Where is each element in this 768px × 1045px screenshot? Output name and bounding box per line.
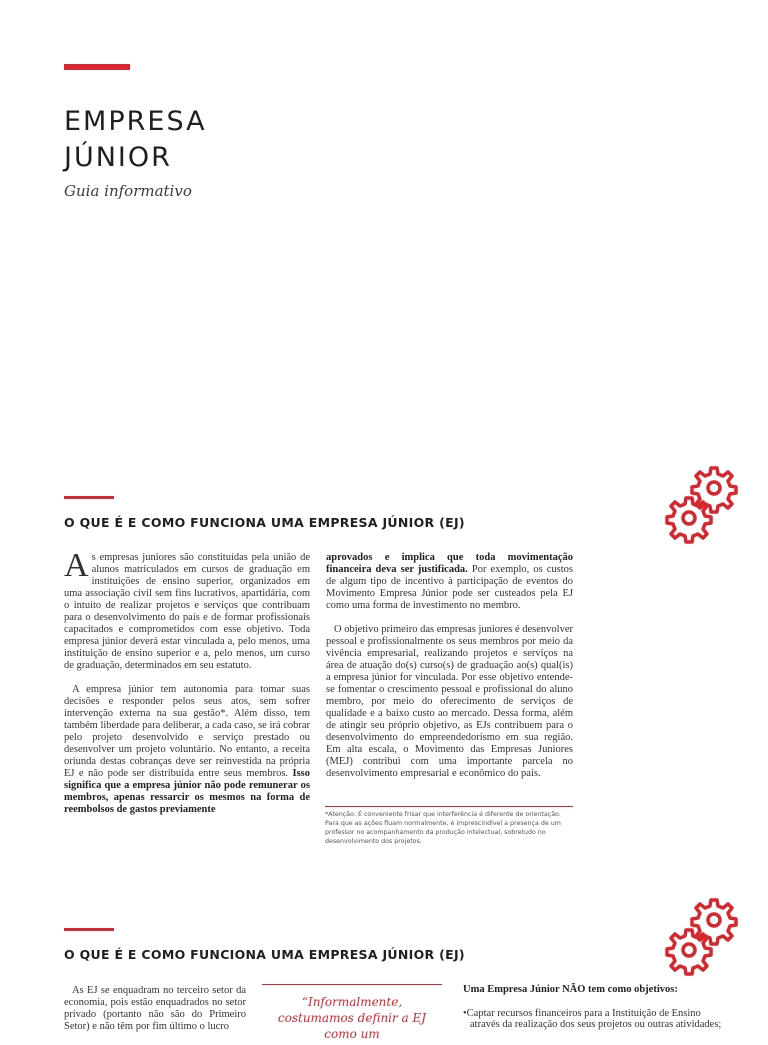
objective-bullet-1-continuation: através da realização dos seus projetos ou outras atividades; <box>470 1019 722 1030</box>
title-accent-bar <box>64 64 130 70</box>
section1-paragraph-3 <box>326 552 573 612</box>
quote-divider <box>262 984 442 985</box>
objective-bullet-1: •Captar recursos financeiros para a Instituição de Ensino <box>463 1008 701 1019</box>
section1-accent-bar <box>64 496 114 499</box>
section1-paragraph-3-bold: aprovados e implica que toda movimentação financeira deva ser justificada. <box>326 552 573 575</box>
title-line-2: JÚNIOR <box>64 142 172 173</box>
section2-paragraph-1: As EJ se enquadram no terceiro setor da economia, pois estão enquadrados no setor privado (portanto não são do Primeiro Setor) e não têm por fim último o lucro <box>64 985 246 1032</box>
section1-column-right <box>326 552 573 792</box>
section1-paragraph-2-bold: Isso significa que a empresa júnior não pode remunerar os membros, apenas ressarcir os mesmos na forma de reembolsos de gastos previamente <box>64 768 310 815</box>
pull-quote: “Informalmente, costumamos definir a EJ como um <box>277 995 427 1041</box>
objectives-heading: Uma Empresa Júnior NÃO tem como objetivos: <box>463 984 678 995</box>
section1-heading: O QUE É E COMO FUNCIONA UMA EMPRESA JÚNIOR (EJ) <box>64 515 465 530</box>
footnote-divider <box>325 806 573 807</box>
section2-accent-bar <box>64 928 114 931</box>
gears-icon <box>668 462 740 542</box>
section2-column-left <box>64 985 246 1045</box>
footnote: *Atenção: É conveniente frisar que interferência é diferente de orientação. Para que as ações fluam normalmente, é imprescindível a presença de um professor no acompanhamento da produção intelectual, sobretudo no desenvolvimento dos projetos. <box>325 811 561 845</box>
section1-paragraph-1-text: s empresas juniores são constituídas pela união de alunos matriculados em cursos de graduação em instituições de ensino superior, organizados em uma associação civil sem fins lucrativos, apartidária, com o intuito de realizar projetos e serviços que contribuam para o desenvolvimento do país e de formar profissionais capacitados e comprometidos com esse objetivo. Toda empresa júnior deverá estar vinculada a, pelo menos, uma instituição de ensino superior e a, pelo menos, um curso de graduação, determinados em seu estatuto. <box>64 552 310 671</box>
section2-heading: O QUE É E COMO FUNCIONA UMA EMPRESA JÚNIOR (EJ) <box>64 947 465 962</box>
section1-column-left <box>64 547 310 828</box>
section1-paragraph-1 <box>64 547 310 672</box>
document-title <box>64 104 207 176</box>
drop-cap: A <box>64 547 89 584</box>
gears-icon <box>668 894 740 974</box>
section1-paragraph-3-text: Por exemplo, os custos de algum tipo de incentivo à participação de eventos do Movimento Empresa Júnior pode ser custeados pela EJ como uma forma de investimento no membro. <box>326 564 574 611</box>
title-line-1: EMPRESA <box>64 106 207 137</box>
document-subtitle: Guia informativo <box>64 182 192 200</box>
section1-paragraph-4: O objetivo primeiro das empresas juniores é desenvolver pessoal e profissionalmente os seus membros por meio da vivência empresarial, realizando projetos e serviços na área de atuação do(s) curso(s) de graduação ao(s) qual(is) a empresa júnior for vinculada. Por esse objetivo entende-se fomentar o crescimento pessoal e profissional do aluno membro, por meio do oferecimento de serviços de qualidade e a baixo custo ao mercado. Dessa forma, além de atingir seu próprio objetivo, as EJs contribuem para o desenvolvimento do empreendedorismo em sua região. Em alta escala, o Movimento das Empresas Juniores (MEJ) contribui com uma importante parcela no desenvolvimento empresarial e econômico do país. <box>326 624 573 779</box>
section1-paragraph-2 <box>64 684 310 816</box>
section1-paragraph-2-text: A empresa júnior tem autonomia para tomar suas decisões e responder pelos seus atos, sem sofrer intervenção externa na sua gestão*. Além disso, tem também liberdade para deliberar, a cada caso, se irá cobrar pelo projeto desenvolvido e serviço prestado ou desenvolver um projeto voluntário. No entanto, a receita oriunda destas cobranças deve ser reinvestida na própria EJ e não pode ser distribuída entre seus membros. <box>64 684 310 779</box>
